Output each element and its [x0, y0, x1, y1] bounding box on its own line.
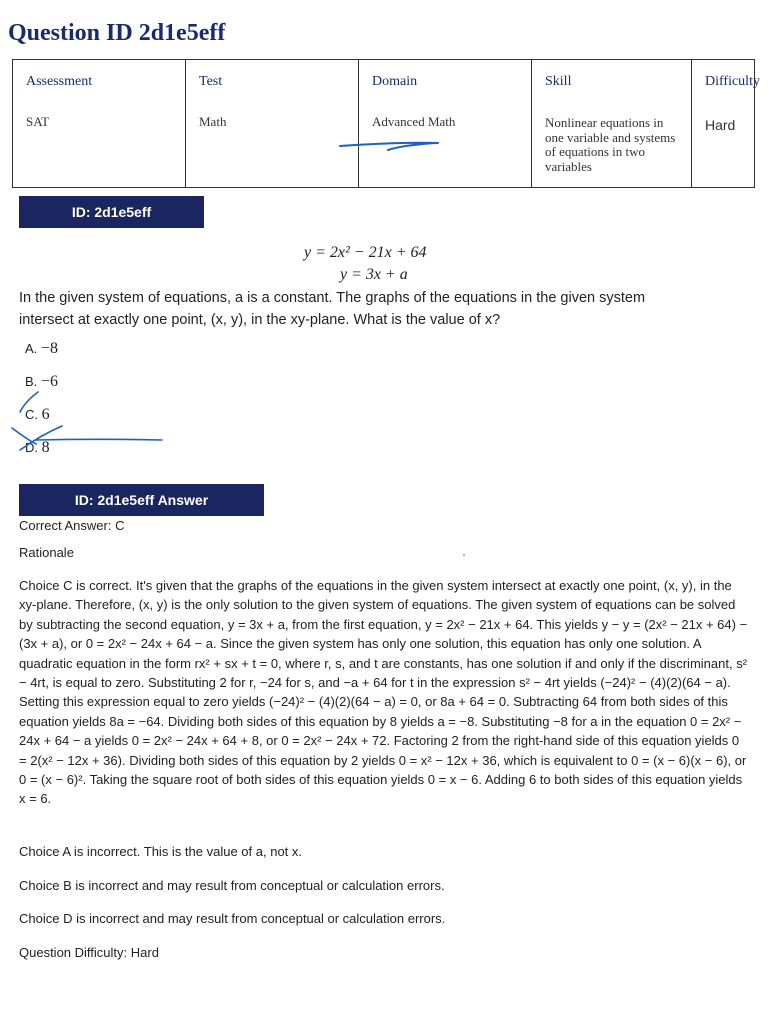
question-meta-table	[12, 59, 760, 188]
rationale-choice-d: Choice D is incorrect and may result from conceptual or calculation errors.	[19, 911, 446, 926]
rationale-label: Rationale	[19, 545, 74, 560]
choice-d-value: 8	[41, 439, 50, 456]
ink-dot	[463, 554, 465, 556]
answer-id-banner: ID: 2d1e5eff Answer	[19, 484, 264, 516]
choice-c[interactable]	[25, 406, 50, 424]
meta-header-domain: Domain	[372, 74, 418, 89]
question-stem-line-1: In the given system of equations, a is a constant. The graphs of the equations in the given system	[19, 290, 646, 306]
choice-b-letter: B.	[25, 374, 38, 389]
meta-cell-test	[186, 60, 359, 188]
meta-value-assessment: SAT	[26, 114, 50, 129]
question-id-banner: ID: 2d1e5eff	[19, 196, 204, 228]
meta-value-domain: Advanced Math	[372, 114, 456, 129]
choice-a-letter: A.	[25, 341, 38, 356]
choice-b-value: −6	[40, 373, 58, 390]
question-stem-line-2: intersect at exactly one point, (x, y), in the xy-plane. What is the value of x?	[19, 312, 501, 328]
meta-header-assessment: Assessment	[26, 74, 93, 89]
meta-cell-difficulty	[692, 60, 760, 188]
choice-c-value: 6	[41, 406, 50, 423]
rationale-choice-c: Choice C is correct. It's given that the graphs of the equations in the given system intersect at exactly one point, (x, y), in the xy-plane. Therefore, (x, y) is the only solution to the given system of equations. The given system of equations can be solved by subtracting the second equation, y = 3x + a, from the first equation, y = 2x² − 21x + 64. This yields y − y = (2x² − 21x + 64) − (3x + a), or 0 = 2x² − 24x + 64 − a. Since the given system has only one solution, this equation has only one solution. A quadratic equation in the form rx² + sx + t = 0, where r, s, and t are constants, has one solution if and only if the discriminant, s² − 4rt, is equal to zero. Substituting 2 for r, −24 for s, and −a + 64 for t in the expression s² − 4rt yields (−24)² − (4)(2)(64 − a). Setting this expression equal to zero yields (−24)² − (4)(2)(64 − a) = 0, or 8a + 64 = 0. Subtracting 64 from both sides of this equation yields 8a = −64. Dividing both sides of this equation by 8 yields a = −8. Substituting −8 for a in the equation 0 = 2x² − 24x + 64 − a yields 0 = 2x² − 24x + 64 + 8, or 0 = 2x² − 24x + 72. Factoring 2 from the right-hand side of this equation yields 0 = 2(x² − 12x + 36). Dividing both sides of this equation by 2 yields 0 = x² − 12x + 36, which is equivalent to 0 = (x − 6)(x − 6), or 0 = (x − 6)². Taking the square root of both sides of this equation yields 0 = x − 6. Adding 6 to both sides of this equation yields x = 6.	[19, 578, 748, 807]
choice-a[interactable]	[25, 340, 58, 358]
equation-2: y = 3x + a	[340, 266, 408, 283]
meta-value-difficulty: Hard	[705, 117, 736, 133]
meta-cell-assessment	[13, 60, 186, 188]
page-title: Question ID 2d1e5eff	[8, 20, 226, 46]
choice-b[interactable]	[25, 373, 58, 391]
meta-cell-domain	[359, 60, 532, 188]
meta-cell-skill	[532, 60, 692, 188]
rationale-choice-b: Choice B is incorrect and may result from conceptual or calculation errors.	[19, 878, 445, 893]
correct-answer: Correct Answer: C	[19, 518, 125, 533]
question-difficulty: Question Difficulty: Hard	[19, 945, 159, 960]
choice-d-letter: D.	[25, 440, 38, 455]
choice-a-value: −8	[40, 340, 58, 357]
meta-value-skill: Nonlinear equations in one variable and systems of equations in two variables	[545, 115, 676, 174]
meta-header-difficulty: Difficulty	[705, 74, 760, 89]
rationale-choice-a: Choice A is incorrect. This is the value of a, not x.	[19, 844, 303, 859]
choice-c-letter: C.	[25, 407, 38, 422]
equation-1: y = 2x² − 21x + 64	[304, 244, 427, 261]
meta-value-test: Math	[199, 114, 227, 129]
choice-d[interactable]	[25, 439, 50, 457]
meta-header-skill: Skill	[545, 74, 572, 89]
meta-header-test: Test	[199, 74, 223, 89]
